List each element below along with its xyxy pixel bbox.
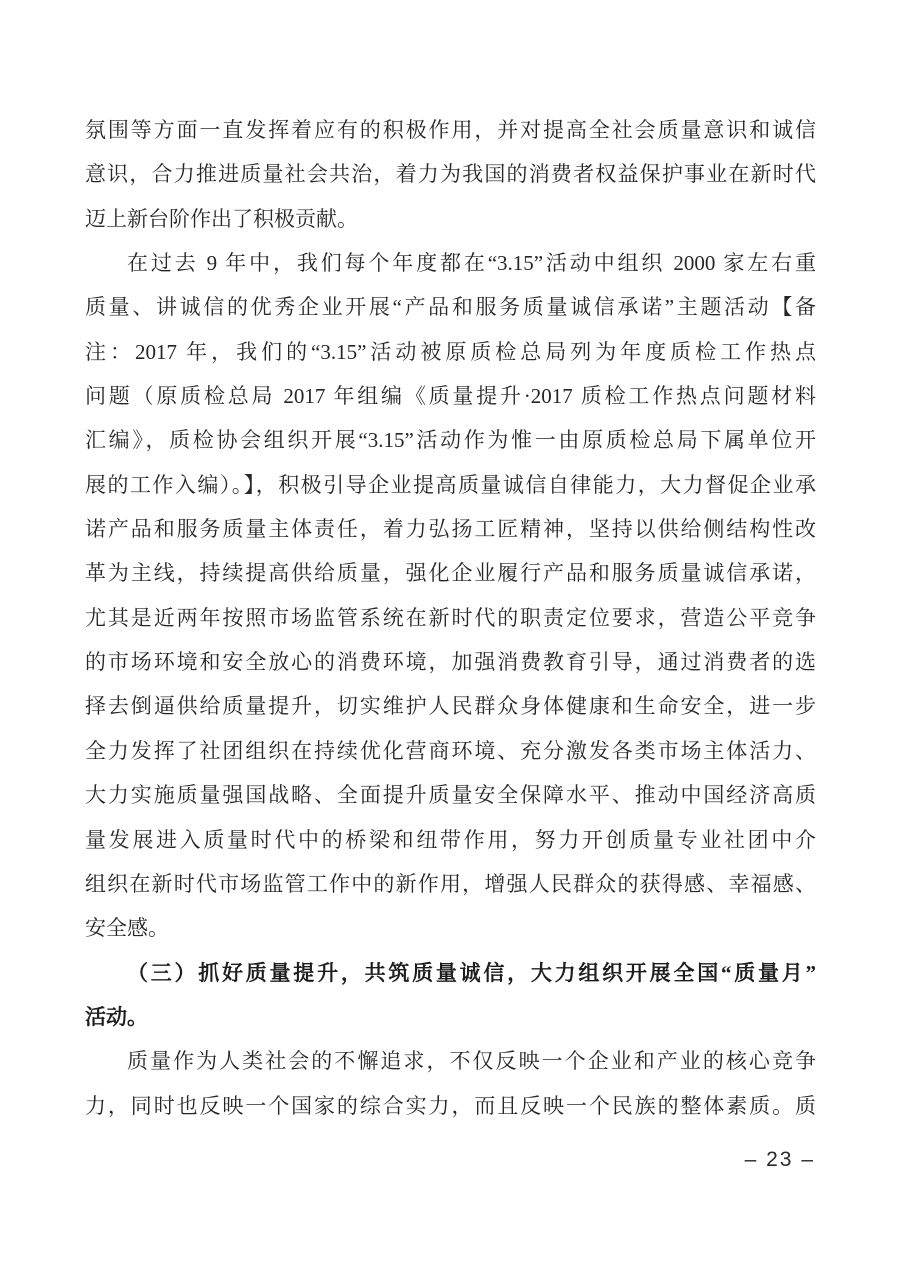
- body-line: 质量、讲诚信的优秀企业开展“产品和服务质量诚信承诺”主题活动【备: [85, 295, 816, 320]
- body-line: 在过去 9 年中，我们每个年度都在“3.15”活动中组织 2000 家左右重: [127, 251, 816, 276]
- body-line: 组织在新时代市场监管工作中的新作用，增强人民群众的获得感、幸福感、: [85, 871, 816, 896]
- paragraph-continuation: [85, 108, 816, 241]
- body-line: 问题（原质检总局 2017 年组编《质量提升·2017 质检工作热点问题材料: [85, 384, 816, 409]
- body-line: 意识，合力推进质量社会共治，着力为我国的消费者权益保护事业在新时代: [85, 162, 816, 187]
- body-line: 尤其是近两年按照市场监管系统在新时代的职责定位要求，营造公平竞争: [85, 605, 816, 630]
- body-line: 大力实施质量强国战略、全面提升质量安全保障水平、推动中国经济高质: [85, 783, 816, 808]
- body-line: 注：2017 年，我们的“3.15”活动被原质检总局列为年度质检工作热点: [85, 339, 816, 364]
- body-line: 质量作为人类社会的不懈追求，不仅反映一个企业和产业的核心竞争: [127, 1049, 816, 1074]
- paragraph-315-activity: [85, 241, 816, 951]
- body-line: 展的工作入编）。】，积极引导企业提高质量诚信自律能力，大力督促企业承: [85, 472, 816, 497]
- body-line: 迈上新台阶作出了积极贡献。: [85, 206, 358, 231]
- section-heading-line: 活动。: [85, 1004, 148, 1029]
- page-number: – 23 –: [744, 1148, 815, 1171]
- body-line: 安全感。: [85, 916, 169, 941]
- text-block: [85, 108, 816, 1128]
- body-line: 全力发挥了社团组织在持续优化营商环境、充分激发各类市场主体活力、: [85, 738, 816, 763]
- body-line: 诺产品和服务质量主体责任，着力弘扬工匠精神，坚持以供给侧结构性改: [85, 517, 816, 542]
- paragraph-quality-pursuit: [85, 1039, 816, 1128]
- section-heading-line: （三）抓好质量提升，共筑质量诚信，大力组织开展全国“质量月”: [127, 960, 816, 985]
- body-line: 汇编》，质检协会组织开展“3.15”活动作为惟一由原质检总局下属单位开: [85, 428, 816, 453]
- body-line: 的市场环境和安全放心的消费环境，加强消费教育引导，通过消费者的选: [85, 650, 816, 675]
- body-line: 力，同时也反映一个国家的综合实力，而且反映一个民族的整体素质。质: [85, 1093, 816, 1118]
- body-line: 量发展进入质量时代中的桥梁和纽带作用，努力开创质量专业社团中介: [85, 827, 816, 852]
- body-line: 择去倒逼供给质量提升，切实维护人民群众身体健康和生命安全，进一步: [85, 694, 816, 719]
- section-heading: [85, 951, 816, 1040]
- body-line: 革为主线，持续提高供给质量，强化企业履行产品和服务质量诚信承诺，: [85, 561, 816, 586]
- body-line: 氛围等方面一直发挥着应有的积极作用，并对提高全社会质量意识和诚信: [85, 118, 816, 142]
